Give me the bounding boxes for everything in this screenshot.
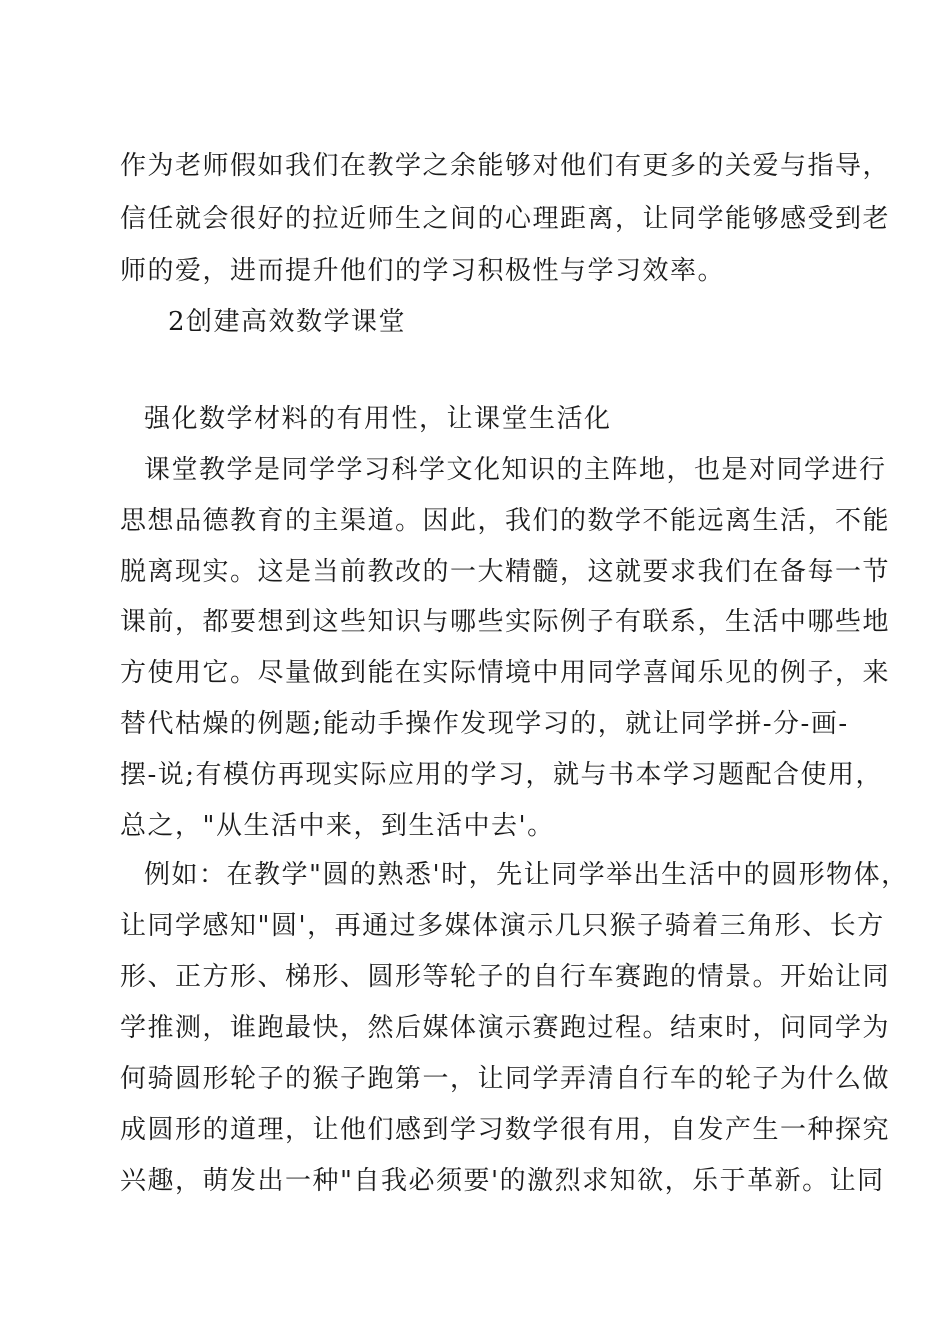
paragraph-2-line-3: 脱离现实。这是当前教改的一大精髓，这就要求我们在备每一节 xyxy=(120,557,891,587)
paragraph-2-line-7: 摆-说;有模仿再现实际应用的学习，就与书本学习题配合使用， xyxy=(120,760,884,790)
paragraph-3-line-7: 兴趣，萌发出一种"自我必须要'的激烈求知欲，乐于革新。让同 xyxy=(120,1166,885,1196)
section-heading: 2创建高效数学课堂 xyxy=(168,307,407,337)
paragraph-3-line-3: 形、正方形、梯形、圆形等轮子的自行车赛跑的情景。开始让同 xyxy=(120,962,891,992)
paragraph-1-line-3: 师的爱，进而提升他们的学习积极性与学习效率。 xyxy=(120,256,726,286)
paragraph-2-line-8: 总之，"从生活中来，到生活中去'。 xyxy=(120,811,555,841)
paragraph-2-line-1: 课堂教学是同学学习科学文化知识的主阵地，也是对同学进行 xyxy=(144,455,887,485)
paragraph-1-line-1: 作为老师假如我们在教学之余能够对他们有更多的关爱与指导， xyxy=(120,151,891,181)
paragraph-2-line-4: 课前，都要想到这些知识与哪些实际例子有联系，生活中哪些地 xyxy=(120,607,891,637)
paragraph-3-line-2: 让同学感知"圆'，再通过多媒体演示几只猴子骑着三角形、长方 xyxy=(120,911,885,941)
paragraph-2-line-2: 思想品德教育的主渠道。因此，我们的数学不能远离生活，不能 xyxy=(120,506,891,536)
paragraph-2-line-6: 替代枯燥的例题;能动手操作发现学习的，就让同学拼-分-画- xyxy=(120,709,849,739)
paragraph-3-line-4: 学推测，谁跑最快，然后媒体演示赛跑过程。结束时，问同学为 xyxy=(120,1013,891,1043)
paragraph-1-line-2: 信任就会很好的拉近师生之间的心理距离，让同学能够感受到老 xyxy=(120,204,891,234)
paragraph-2-line-5: 方使用它。尽量做到能在实际情境中用同学喜闻乐见的例子，来 xyxy=(120,658,891,688)
paragraph-3-line-5: 何骑圆形轮子的猴子跑第一，让同学弄清自行车的轮子为什么做 xyxy=(120,1064,891,1094)
paragraph-3-line-1: 例如：在教学"圆的熟悉'时，先让同学举出生活中的圆形物体， xyxy=(144,860,909,890)
paragraph-3-line-6: 成圆形的道理，让他们感到学习数学很有用，自发产生一种探究 xyxy=(120,1115,891,1145)
subheading: 强化数学材料的有用性，让课堂生活化 xyxy=(144,404,612,434)
